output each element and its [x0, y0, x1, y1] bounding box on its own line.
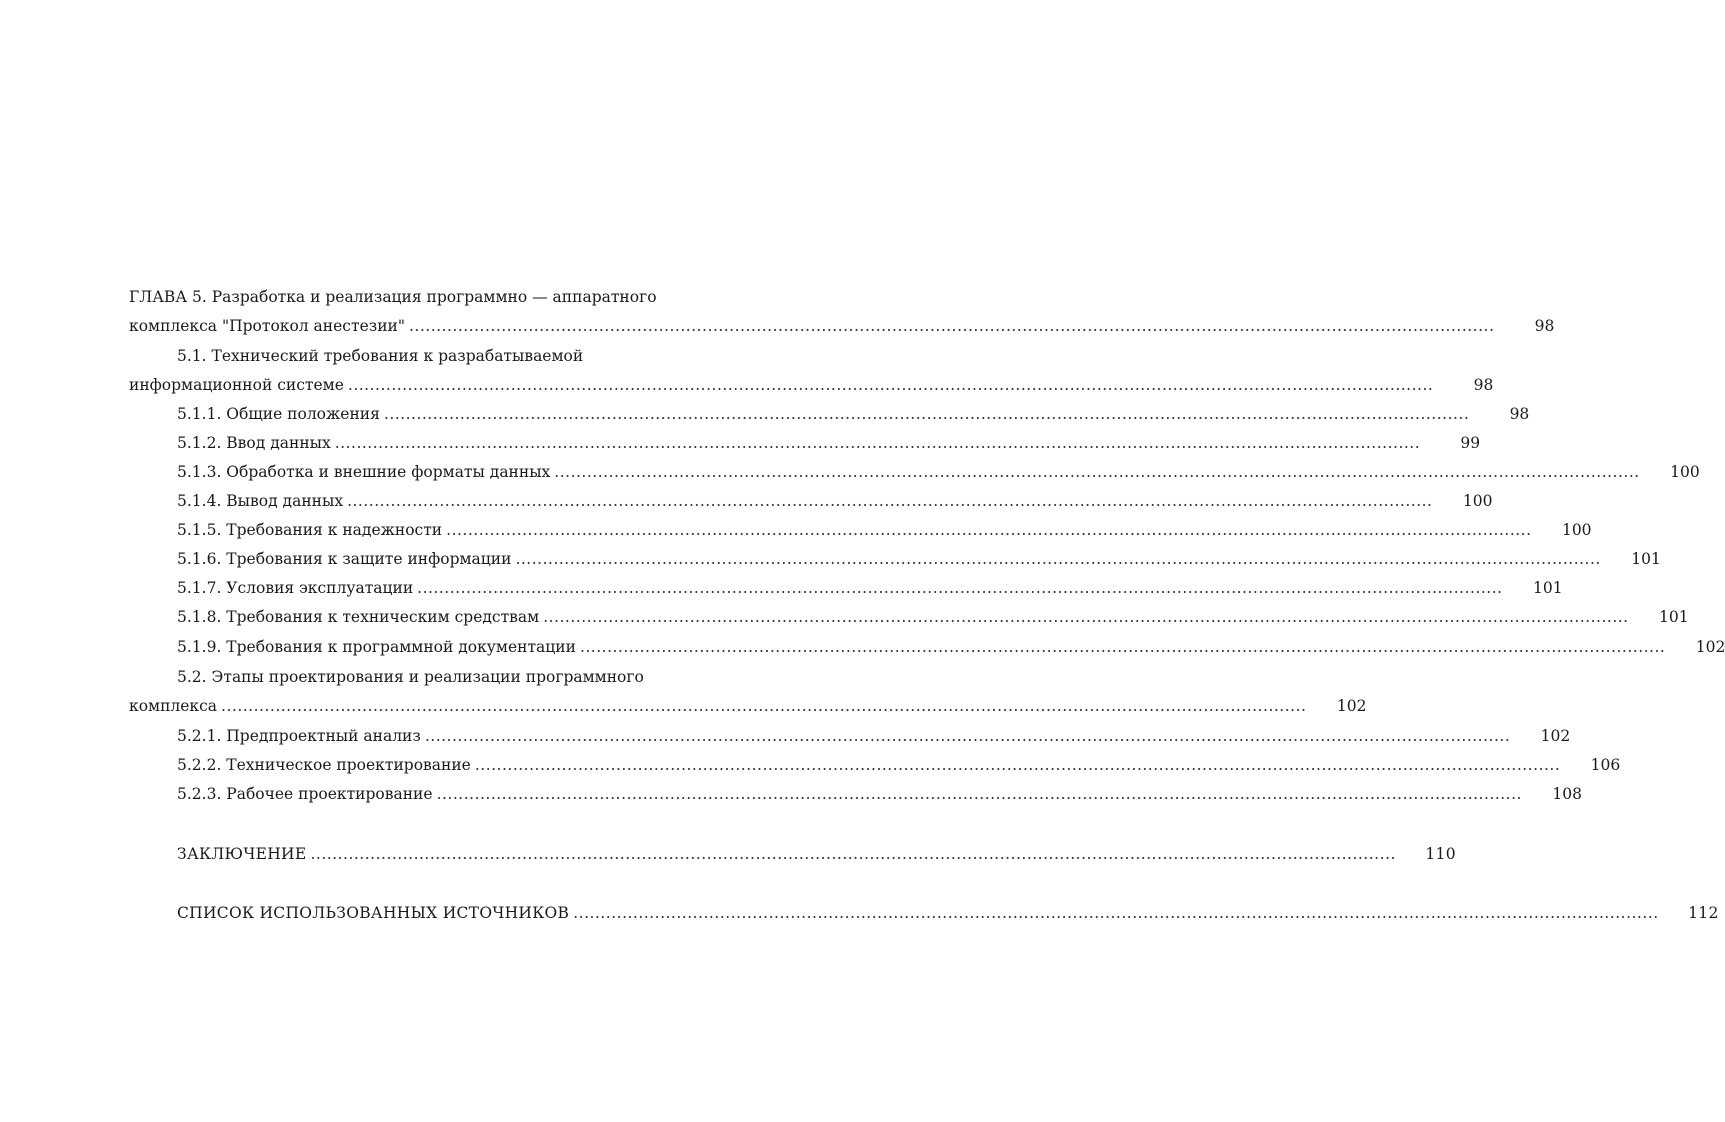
- toc-leader-dots: ........................................................................................................................................................................................................: [474, 756, 1561, 774]
- toc-leader-dots: ........................................................................................................................................................................................................: [543, 608, 1629, 626]
- toc-entry-title: 5.1.6. Требования к защите информации: [177, 550, 512, 568]
- toc-entry-page: 101: [1659, 608, 1689, 626]
- toc-entry-page: 100: [1462, 492, 1493, 510]
- toc-leader-dots: ........................................................................................................................................................................................................: [436, 785, 1522, 803]
- toc-leader-dots: ........................................................................................................................................................................................................: [310, 845, 1396, 863]
- toc-section-5-1-page: 98: [1473, 376, 1494, 394]
- toc-section-5-2-line2: [129, 694, 1367, 718]
- toc-chapter5-title-text1: ГЛАВА 5. Разработка и реализация программно — аппаратного: [129, 288, 657, 306]
- toc-entry-title: 5.1.5. Требования к надежности: [177, 521, 443, 539]
- toc-entry-page: 101: [1532, 579, 1563, 597]
- toc-leader-dots: ........................................................................................................................................................................................................: [221, 697, 1307, 715]
- toc-entry-title: 5.1.9. Требования к программной документации: [177, 638, 576, 656]
- toc-entry-page: 100: [1561, 521, 1592, 539]
- toc-section-5-2-line1: [129, 665, 735, 689]
- toc-entry-page: 99: [1460, 434, 1481, 452]
- toc-entry-5-1-6: [129, 547, 1661, 571]
- toc-entry-title: 5.2.3. Рабочее проектирование: [177, 785, 433, 803]
- toc-entry-5-1-3: [129, 460, 1700, 484]
- toc-entry-page: 110: [1425, 845, 1456, 863]
- toc-entry-page: 106: [1590, 756, 1621, 774]
- toc-section-5-2-text2: комплекса: [129, 697, 218, 715]
- toc-leader-dots: ........................................................................................................................................................................................................: [424, 727, 1511, 745]
- toc-entry-title: 5.2.2. Техническое проектирование: [177, 756, 471, 774]
- toc-entry-5-1-5: [129, 518, 1592, 542]
- toc-entry-title: 5.1.3. Обработка и внешние форматы данных: [177, 463, 551, 481]
- toc-entry-5-1-1: [129, 402, 1530, 426]
- toc-entry-title: ЗАКЛЮЧЕНИЕ: [177, 845, 307, 863]
- toc-entry-page: 101: [1631, 550, 1661, 568]
- toc-section-5-1-line2: [129, 373, 1494, 397]
- toc-chapter5-page: 98: [1534, 317, 1555, 335]
- toc-entry-page: 102: [1695, 638, 1725, 656]
- toc-leader-dots: ........................................................................................................................................................................................................: [446, 521, 1532, 539]
- toc-leader-dots: ........................................................................................................................................................................................................: [347, 376, 1434, 394]
- toc-leader-dots: ........................................................................................................................................................................................................: [408, 317, 1495, 335]
- toc-section-5-1-text2: информационной системе: [129, 376, 344, 394]
- toc-section-5-2-page: 102: [1336, 697, 1367, 715]
- toc-entry-title: СПИСОК ИСПОЛЬЗОВАННЫХ ИСТОЧНИКОВ: [177, 904, 570, 922]
- toc-entry-5-2-2: [129, 753, 1621, 777]
- toc-leader-dots: ........................................................................................................................................................................................................: [383, 405, 1470, 423]
- toc-section-5-1-text1: 5.1. Технический требования к разрабатываемой: [177, 347, 584, 365]
- toc-entry-title: 5.2.1. Предпроектный анализ: [177, 727, 421, 745]
- toc-entry-5-2-3: [129, 782, 1582, 806]
- toc-leader-dots: ........................................................................................................................................................................................................: [417, 579, 1503, 597]
- toc-entry-title: 5.1.7. Условия эксплуатации: [177, 579, 414, 597]
- toc-entry-title: 5.1.8. Требования к техническим средствам: [177, 608, 540, 626]
- toc-leader-dots: ........................................................................................................................................................................................................: [573, 904, 1659, 922]
- toc-entry-references: [129, 901, 1719, 925]
- toc-entry-5-1-8: [129, 605, 1689, 629]
- toc-entry-page: 100: [1670, 463, 1700, 481]
- toc-entry-page: 108: [1552, 785, 1582, 803]
- toc-entry-page: 98: [1509, 405, 1530, 423]
- toc-entry-page: 112: [1688, 904, 1719, 922]
- toc-entry-title: 5.1.4. Вывод данных: [177, 492, 344, 510]
- toc-chapter5-title-text2: комплекса "Протокол анестезии": [129, 317, 405, 335]
- toc-entry-title: 5.1.2. Ввод данных: [177, 434, 331, 452]
- toc-leader-dots: ........................................................................................................................................................................................................: [554, 463, 1640, 481]
- toc-entry-5-1-9: [129, 635, 1725, 659]
- toc-chapter5-title-line1: [129, 285, 735, 309]
- toc-entry-5-1-2: [129, 431, 1481, 455]
- toc-entry-title: 5.1.1. Общие положения: [177, 405, 380, 423]
- toc-entry-5-1-4: [129, 489, 1493, 513]
- toc-leader-dots: ........................................................................................................................................................................................................: [334, 434, 1421, 452]
- toc-leader-dots: ........................................................................................................................................................................................................: [347, 492, 1433, 510]
- toc-entry-5-1-7: [129, 576, 1563, 600]
- toc-chapter5-title-line2: [129, 314, 1555, 338]
- toc-leader-dots: ........................................................................................................................................................................................................: [515, 550, 1601, 568]
- toc-section-5-1-line1: [129, 344, 735, 368]
- toc-entry-page: 102: [1540, 727, 1571, 745]
- toc-leader-dots: ........................................................................................................................................................................................................: [579, 638, 1666, 656]
- toc-entry-5-2-1: [129, 724, 1571, 748]
- toc-section-5-2-text1: 5.2. Этапы проектирования и реализации программного: [177, 668, 644, 686]
- toc-entry-conclusion: [129, 842, 1456, 866]
